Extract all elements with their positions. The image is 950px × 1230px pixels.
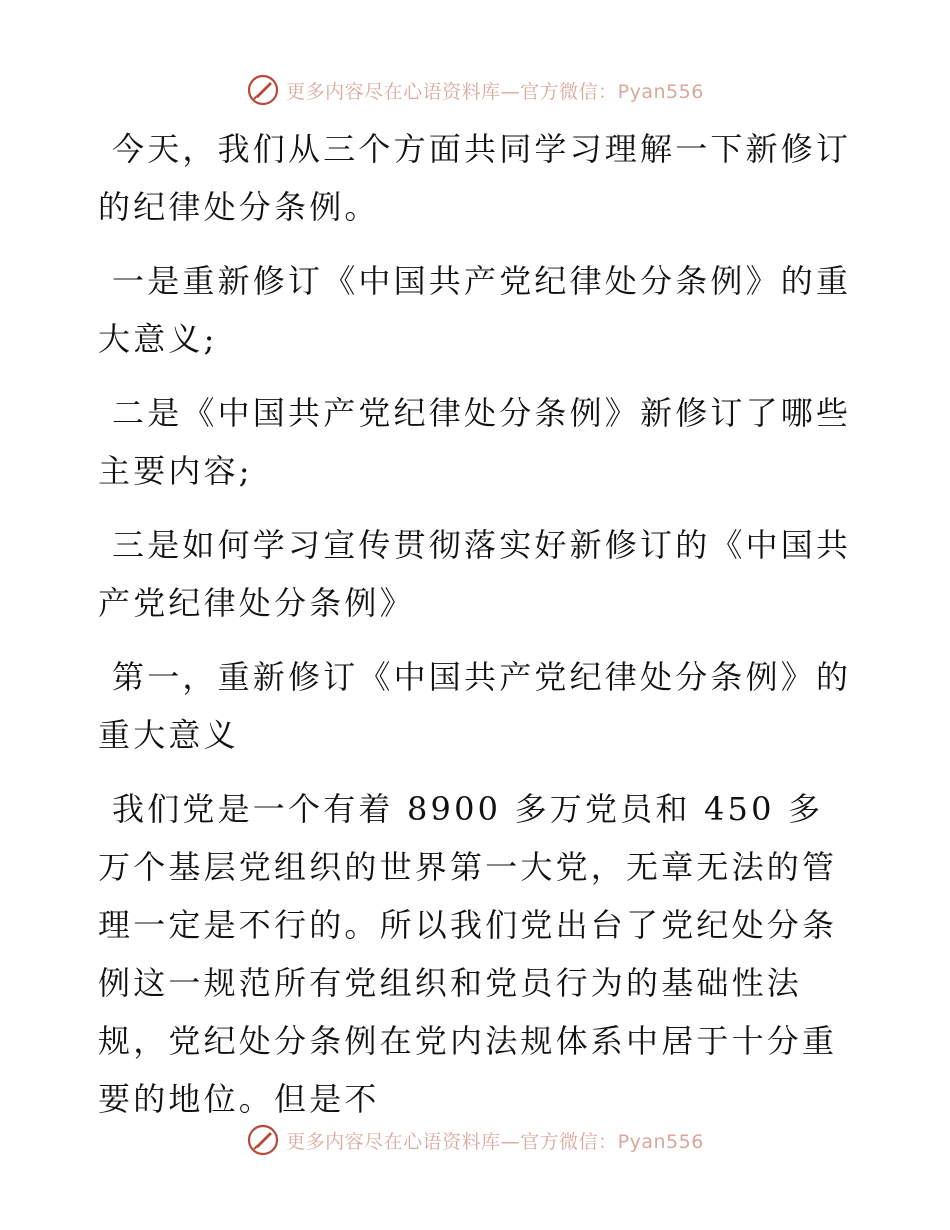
watermark-text: 更多内容尽在心语资料库—官方微信：Pyan556 <box>286 1130 704 1153</box>
header-watermark <box>0 72 950 108</box>
section-heading: 第一，重新修订《中国共产党纪律处分条例》的重大意义 <box>98 658 852 754</box>
paragraph: 二是《中国共产党纪律处分条例》新修订了哪些主要内容; <box>98 394 852 490</box>
paragraph: 一是重新修订《中国共产党纪律处分条例》的重大意义; <box>98 262 852 358</box>
footer-watermark <box>0 1122 950 1158</box>
document-body <box>98 120 858 1144</box>
quill-circle-icon <box>246 73 280 107</box>
quill-circle-icon <box>246 1123 280 1157</box>
paragraph: 我们党是一个有着 8900 多万党员和 450 多万个基层党组织的世界第一大党，无章无法的管理一定是不行的。所以我们党出台了党纪处分条例这一规范所有党组织和党员行为的基础性法规，党纪处分条例在党内法规体系中居于十分重要的地位。但是不 <box>98 790 838 1118</box>
watermark-text: 更多内容尽在心语资料库—官方微信：Pyan556 <box>286 80 704 103</box>
paragraph: 今天，我们从三个方面共同学习理解一下新修订的纪律处分条例。 <box>98 130 852 226</box>
paragraph: 三是如何学习宣传贯彻落实好新修订的《中国共产党纪律处分条例》 <box>98 526 852 622</box>
